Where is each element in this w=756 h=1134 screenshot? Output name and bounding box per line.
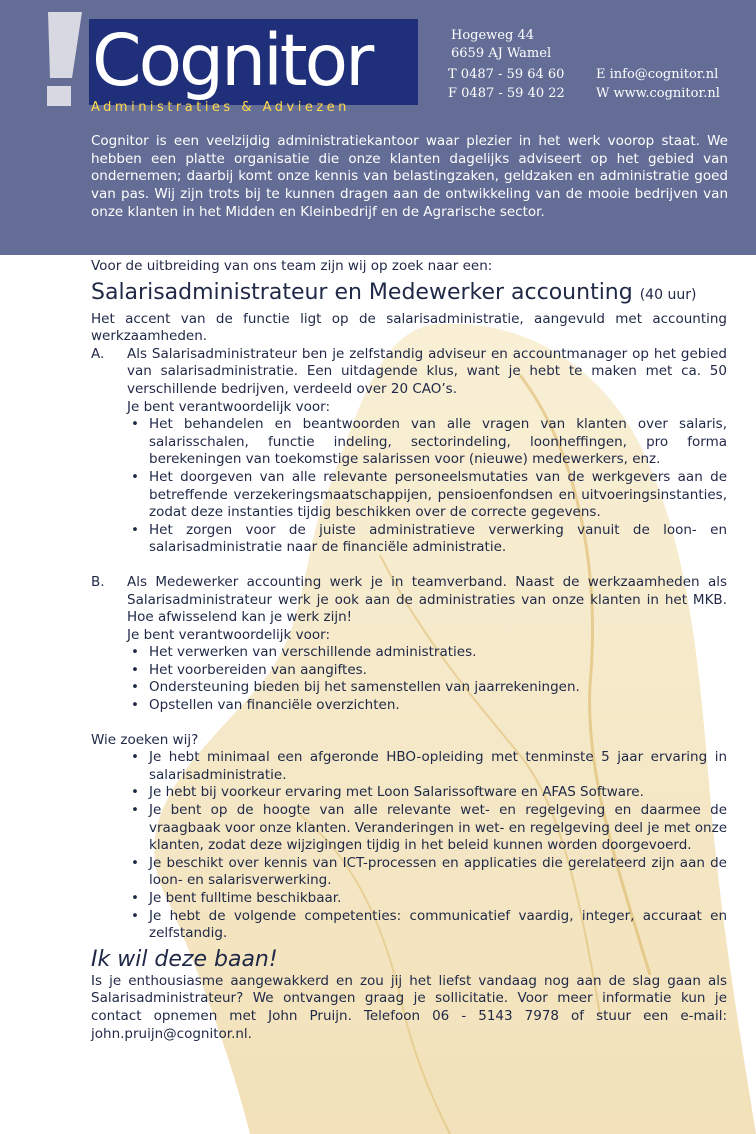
logo-wordmark: Cognitor xyxy=(92,19,372,102)
section-b xyxy=(91,574,727,715)
vacancy-content xyxy=(91,258,727,1043)
list-item: • Je beschikt over kennis van ICT-processen en applicaties die gerelateerd zijn aan de loon- en salarisverwerking. xyxy=(131,854,727,889)
intro-paragraph: Cognitor is een veelzijdig administratiekantoor waar plezier in het werk voorop staat. We hebben een platte organisatie die onze klanten dagelijks adviseert op het gebied van ondernemen; daarbij komt onze kennis van belastingzaken, geldzaken en administratie goed van pas. Wij zijn trots bij te kunnen dragen aan de ontwikkeling van de mooie bedrijven van onze klanten in het Midden en Kleinbedrijf en de Agrarische sector. xyxy=(91,133,728,220)
job-title-text: Salarisadministrateur en Medewerker accounting xyxy=(91,279,633,305)
list-item: • Je hebt minimaal een afgeronde HBO-opleiding met tenminste 5 jaar ervaring in salarisadministratie. xyxy=(131,749,727,783)
bullet-icon: • xyxy=(131,802,139,819)
list-item: • Je hebt de volgende competenties: communicatief vaardig, integer, accuraat en zelfstandig. xyxy=(131,907,727,942)
bullet-icon: • xyxy=(131,416,139,433)
section-a-text: Als Salarisadministrateur ben je zelfstandig adviseur en accountmanager op het gebied van salarisadministratie. Een uitdagende klus, want je hebt te maken met ca. 50 verschillende bedrijven, verdeeld over 20 CAO’s. xyxy=(127,345,727,397)
function-accent: Het accent van de functie ligt op de salarisadministratie, aangevuld met accounting werkzaamheden. xyxy=(91,310,727,345)
bullet-icon: • xyxy=(131,749,139,766)
contact-fax: F 0487 - 59 40 22 xyxy=(448,86,565,101)
bullet-icon: • xyxy=(131,784,139,801)
list-item: • Het verwerken van verschillende administraties. xyxy=(131,644,477,661)
contact-city: 6659 AJ Wamel xyxy=(451,46,552,61)
contact-street: Hogeweg 44 xyxy=(451,28,534,43)
list-item: • Het behandelen en beantwoorden van alle vragen van klanten over salaris, salarisschalen, functie indeling, sectorindeling, loonheffingen, pro forma berekeningen van toekomstige salarissen voor (nieuwe) medewerkers, enz. xyxy=(131,416,727,468)
job-hours: (40 uur) xyxy=(639,286,697,303)
list-item: • Je bent op de hoogte van alle relevante wet- en regelgeving en daarmee de vraagbaak voor onze klanten. Veranderingen in wet- en regelgeving deel je met onze klanten, zodat deze wijzigingen tijdig in het beleid kunnen worden doorgevoerd. xyxy=(131,802,727,854)
section-a xyxy=(91,346,727,557)
bullet-icon: • xyxy=(131,468,139,485)
bullet-icon: • xyxy=(131,521,139,538)
list-item: • Opstellen van financiële overzichten. xyxy=(131,697,400,714)
wie-zoeken-heading: Wie zoeken wij? xyxy=(91,731,199,748)
apply-heading: Ik wil deze baan! xyxy=(91,946,278,972)
list-item: • Je bent fulltime beschikbaar. xyxy=(131,890,342,906)
section-b-letter: B. xyxy=(91,573,105,590)
header-band xyxy=(0,0,756,255)
section-a-letter: A. xyxy=(91,345,105,362)
section-b-resp-label: Je bent verantwoordelijk voor: xyxy=(127,626,331,643)
bullet-icon: • xyxy=(131,890,139,906)
apply-text: Is je enthousiasme aangewakkerd en zou jij het liefst vandaag nog aan de slag gaan als Salarisadministrateur? We ontvangen graag je sollicitatie. Voor meer informatie kun je contact opnemen met John Pruijn. Telefoon 06 - 5143 7978 of stuur een e-mail: john.pruijn@cognitor.nl. xyxy=(91,972,727,1042)
vacancy-lead: Voor de uitbreiding van ons team zijn wij op zoek naar een: xyxy=(91,258,493,274)
exclamation-logo-icon xyxy=(38,12,82,108)
bullet-icon: • xyxy=(131,697,139,714)
section-b-text: Als Medewerker accounting werk je in teamverband. Naast de werkzaamheden als Salarisadministrateur werk je ook aan de administraties van onze klanten in het MKB. Hoe afwisselend kan je werk zijn! xyxy=(127,573,727,626)
section-a-list xyxy=(127,416,727,557)
job-title xyxy=(91,279,727,309)
contact-website[interactable]: W www.cognitor.nl xyxy=(596,86,720,101)
wie-zoeken-list xyxy=(91,749,727,943)
bullet-icon: • xyxy=(131,644,139,661)
list-item: • Het zorgen voor de juiste administratieve verwerking vanuit de loon- en salarisadministratie naar de financiële administratie. xyxy=(131,521,727,556)
contact-email[interactable]: E info@cognitor.nl xyxy=(596,67,719,82)
list-item: • Je hebt bij voorkeur ervaring met Loon Salarissoftware en AFAS Software. xyxy=(131,784,644,801)
list-item: • Het doorgeven van alle relevante personeelsmutaties van de werkgevers aan de betreffende verzekeringsmaatschappijen, pensioenfondsen en uitvoeringsinstanties, zodat deze instanties tijdig beschikken over de correcte gegevens. xyxy=(131,468,727,521)
bullet-icon: • xyxy=(131,679,139,696)
list-item: • Het voorbereiden van aangiftes. xyxy=(131,661,367,678)
section-a-resp-label: Je bent verantwoordelijk voor: xyxy=(127,398,331,415)
bullet-icon: • xyxy=(131,907,139,924)
section-b-list xyxy=(127,644,727,714)
contact-phone: T 0487 - 59 64 60 xyxy=(448,67,565,82)
bullet-icon: • xyxy=(131,854,139,871)
list-item: • Ondersteuning bieden bij het samenstellen van jaarrekeningen. xyxy=(131,679,580,696)
bullet-icon: • xyxy=(131,661,139,678)
logo-tagline: Administraties & Adviezen xyxy=(91,100,350,115)
